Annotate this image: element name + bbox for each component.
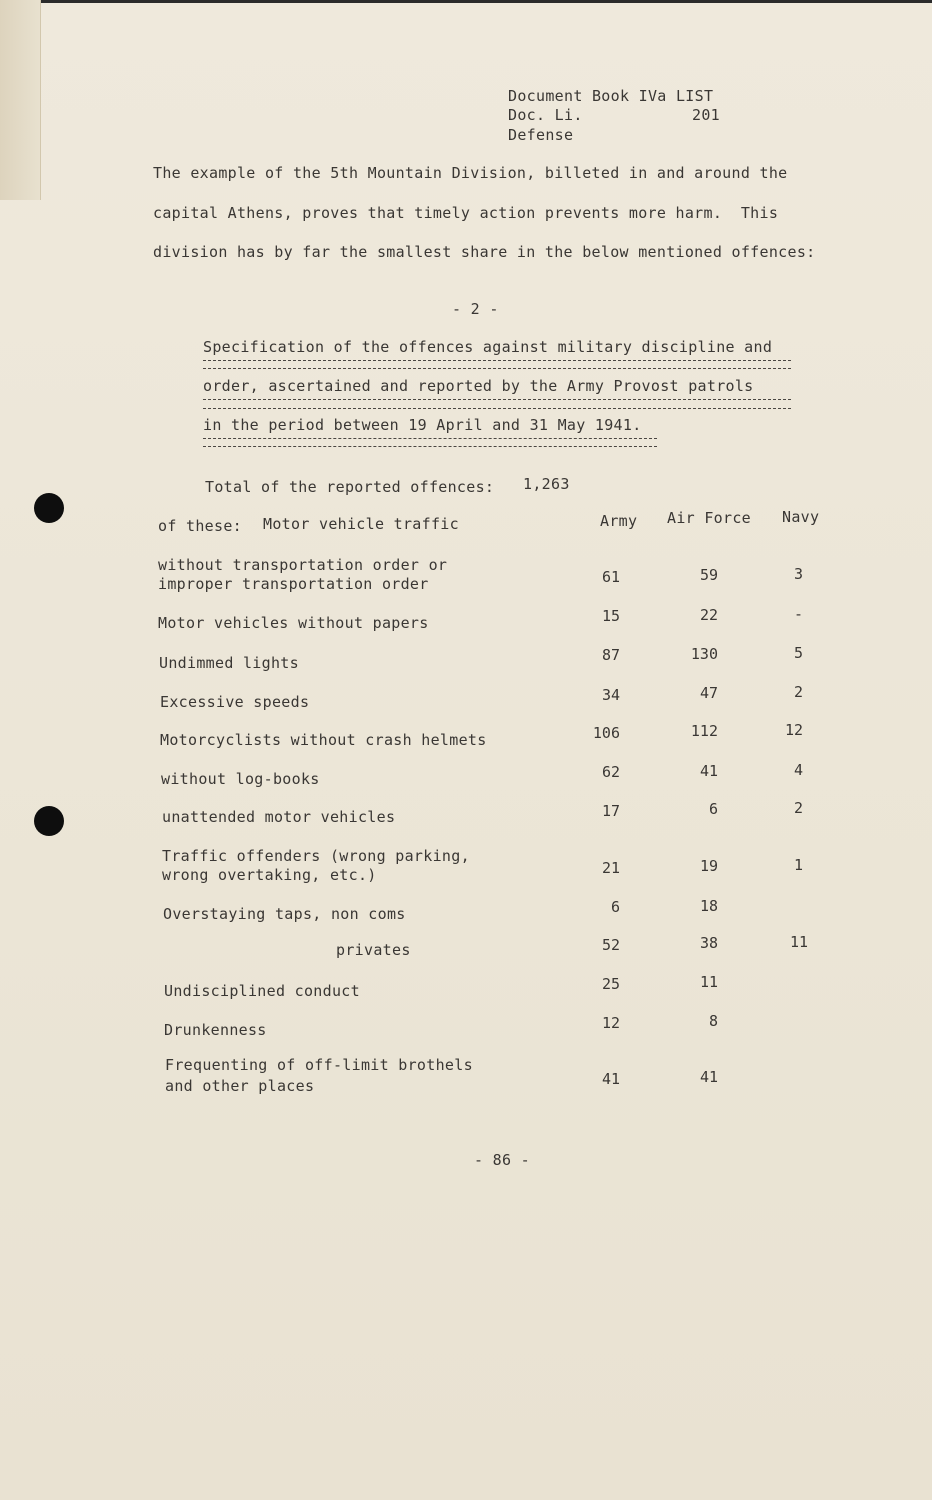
cell-army: 17 (601, 802, 620, 820)
table-lead: of these: (158, 517, 242, 535)
cell-air-force: 6 (708, 800, 718, 818)
cell-army: 106 (592, 724, 620, 742)
column-army: Army (600, 512, 638, 530)
header-defense: Defense (508, 126, 574, 144)
spec-underline-3 (203, 438, 657, 439)
spec-underline-1b (203, 368, 791, 369)
punch-hole-top (34, 493, 64, 523)
cell-air-force: 41 (699, 1068, 718, 1086)
spec-underline-1 (203, 360, 791, 361)
table-group-title: Motor vehicle traffic (263, 515, 459, 533)
page-marker: - 2 - (452, 300, 499, 318)
cell-air-force: 38 (699, 934, 718, 952)
cell-army: 87 (601, 646, 620, 664)
intro-line-3: division has by far the smallest share in the below mentioned offences: (153, 243, 816, 261)
cell-navy: - (793, 605, 803, 623)
row-label: Drunkenness (164, 1021, 267, 1039)
intro-line-1: The example of the 5th Mountain Division, billeted in and around the (153, 164, 788, 182)
cell-navy: 2 (793, 799, 803, 817)
cell-air-force: 47 (699, 684, 718, 702)
cell-air-force: 112 (690, 722, 718, 740)
row-label: without log-books (161, 770, 320, 788)
row-label: Undisciplined conduct (164, 982, 360, 1000)
row-label: unattended motor vehicles (162, 808, 396, 826)
spec-line-3: in the period between 19 April and 31 May 1941. (203, 416, 642, 434)
column-navy: Navy (782, 508, 820, 526)
header-doc-number: 201 (692, 106, 720, 124)
row-label: Motor vehicles without papers (158, 614, 429, 632)
intro-line-2: capital Athens, proves that timely action prevents more harm. This (153, 204, 779, 222)
cell-army: 6 (610, 898, 620, 916)
top-edge-line (0, 0, 932, 3)
cell-air-force: 11 (699, 973, 718, 991)
row-label: Undimmed lights (159, 654, 299, 672)
header-doc-li: Doc. Li. (508, 106, 583, 124)
cell-navy: 3 (793, 565, 803, 583)
cell-navy: 1 (793, 856, 803, 874)
row-label: Motorcyclists without crash helmets (160, 731, 487, 749)
punch-hole-bottom (34, 806, 64, 836)
row-label: Frequenting of off-limit brothels (165, 1056, 473, 1074)
row-label-cont: wrong overtaking, etc.) (162, 866, 377, 884)
cell-air-force: 130 (690, 645, 718, 663)
cell-army: 61 (601, 568, 620, 586)
row-label-cont: improper transportation order (158, 575, 429, 593)
cell-navy: 2 (793, 683, 803, 701)
page-number: - 86 - (474, 1151, 530, 1169)
cell-army: 12 (601, 1014, 620, 1032)
cell-air-force: 59 (699, 566, 718, 584)
cell-air-force: 18 (699, 897, 718, 915)
cell-army: 62 (601, 763, 620, 781)
cell-army: 15 (601, 607, 620, 625)
spec-underline-2 (203, 399, 791, 400)
cell-army: 34 (601, 686, 620, 704)
row-label: Overstaying taps, non coms (163, 905, 406, 923)
cell-army: 21 (601, 859, 620, 877)
spec-line-1: Specification of the offences against military discipline and (203, 338, 773, 356)
spec-underline-3b (203, 446, 657, 447)
cell-navy: 4 (793, 761, 803, 779)
header-doc-book: Document Book IVa LIST (508, 87, 714, 105)
cell-army: 41 (601, 1070, 620, 1088)
cell-navy: 11 (789, 933, 808, 951)
cell-air-force: 41 (699, 762, 718, 780)
cell-air-force: 8 (708, 1012, 718, 1030)
cell-army: 52 (601, 936, 620, 954)
cell-navy: 5 (793, 644, 803, 662)
cell-army: 25 (601, 975, 620, 993)
row-label: without transportation order or (158, 556, 448, 574)
row-label: Traffic offenders (wrong parking, (162, 847, 470, 865)
torn-edge (0, 0, 41, 200)
row-label: Excessive speeds (160, 693, 310, 711)
total-label: Total of the reported offences: (205, 478, 495, 496)
row-label: privates (336, 941, 411, 959)
spec-line-2: order, ascertained and reported by the Army Provost patrols (203, 377, 754, 395)
row-label-cont: and other places (165, 1077, 315, 1095)
total-value: 1,263 (523, 475, 570, 493)
cell-air-force: 19 (699, 857, 718, 875)
cell-navy: 12 (784, 721, 803, 739)
cell-air-force: 22 (699, 606, 718, 624)
column-air-force: Air Force (667, 509, 751, 527)
spec-underline-2b (203, 408, 791, 409)
